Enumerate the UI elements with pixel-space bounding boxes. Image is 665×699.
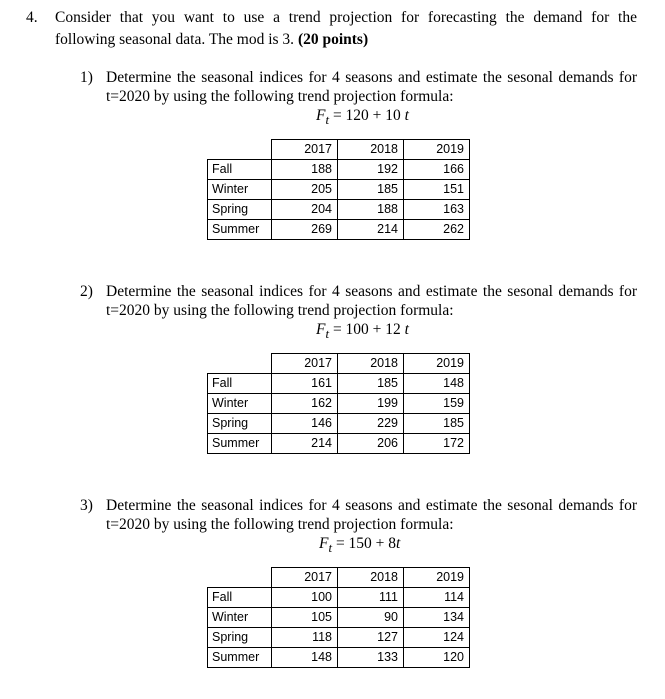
table-row xyxy=(208,160,470,180)
part2-formula-rhs: = 100 + 12 xyxy=(332,321,405,338)
part1-formula-lhs: F xyxy=(316,107,326,124)
year-header: 2019 xyxy=(404,140,470,160)
table-row xyxy=(208,180,470,200)
question-points: (20 points) xyxy=(297,31,369,48)
table-cell: 114 xyxy=(404,588,470,608)
table-cell: 262 xyxy=(404,220,470,240)
season-label: Spring xyxy=(208,628,272,648)
part2-formula-sub: t xyxy=(325,326,330,342)
part2-text-line1: Determine the seasonal indices for 4 seasons and estimate the sesonal demands for xyxy=(106,283,637,300)
table-cell: 100 xyxy=(272,588,338,608)
season-label: Summer xyxy=(208,220,272,240)
table-cell: 204 xyxy=(272,200,338,220)
table-cell: 148 xyxy=(272,648,338,668)
table-row xyxy=(208,374,470,394)
question-text-line2 xyxy=(55,31,368,49)
table-cell: 199 xyxy=(338,394,404,414)
part3-text-line1: Determine the seasonal indices for 4 seasons and estimate the sesonal demands for xyxy=(106,497,637,514)
table-cell: 146 xyxy=(272,414,338,434)
table-cell: 151 xyxy=(404,180,470,200)
part2-formula xyxy=(316,321,409,343)
year-header: 2019 xyxy=(404,568,470,588)
part2-text-line2: t=2020 by using the following trend projection formula: xyxy=(106,302,454,319)
table-header-row xyxy=(208,354,470,374)
year-header: 2017 xyxy=(272,568,338,588)
season-label: Winter xyxy=(208,394,272,414)
year-header: 2018 xyxy=(338,568,404,588)
table-row xyxy=(208,588,470,608)
table-header-row xyxy=(208,140,470,160)
table-cell: 162 xyxy=(272,394,338,414)
part2-formula-var: t xyxy=(404,321,409,338)
year-header: 2018 xyxy=(338,354,404,374)
season-label: Fall xyxy=(208,160,272,180)
table-cell: 192 xyxy=(338,160,404,180)
part3-formula-var: t xyxy=(396,535,401,552)
table-corner xyxy=(208,140,272,160)
table-corner xyxy=(208,568,272,588)
table-cell: 185 xyxy=(338,180,404,200)
table-cell: 185 xyxy=(338,374,404,394)
table-cell: 188 xyxy=(338,200,404,220)
part1-formula-rhs: = 120 + 10 xyxy=(332,107,405,124)
table-cell: 134 xyxy=(404,608,470,628)
table-cell: 172 xyxy=(404,434,470,454)
table-cell: 111 xyxy=(338,588,404,608)
table-row xyxy=(208,648,470,668)
table-cell: 188 xyxy=(272,160,338,180)
table-cell: 159 xyxy=(404,394,470,414)
table-row xyxy=(208,608,470,628)
table-cell: 148 xyxy=(404,374,470,394)
part3-text-line2: t=2020 by using the following trend projection formula: xyxy=(106,516,454,533)
part3-number: 3) xyxy=(80,497,93,514)
table-cell: 214 xyxy=(272,434,338,454)
season-label: Fall xyxy=(208,374,272,394)
table-cell: 229 xyxy=(338,414,404,434)
part1-table xyxy=(207,139,470,240)
part1-number: 1) xyxy=(80,69,93,86)
part3-formula-sub: t xyxy=(328,540,333,556)
year-header: 2018 xyxy=(338,140,404,160)
table-row xyxy=(208,628,470,648)
table-cell: 90 xyxy=(338,608,404,628)
question-text-line2-body: following seasonal data. The mod is 3. xyxy=(55,31,295,48)
table-cell: 133 xyxy=(338,648,404,668)
table-corner xyxy=(208,354,272,374)
table-cell: 214 xyxy=(338,220,404,240)
table-row xyxy=(208,434,470,454)
year-header: 2017 xyxy=(272,354,338,374)
table-row xyxy=(208,200,470,220)
table-cell: 206 xyxy=(338,434,404,454)
table-cell: 124 xyxy=(404,628,470,648)
part3-formula-rhs: = 150 + 8 xyxy=(335,535,397,552)
part3-formula-lhs: F xyxy=(319,535,329,552)
table-row xyxy=(208,394,470,414)
table-cell: 105 xyxy=(272,608,338,628)
season-label: Winter xyxy=(208,608,272,628)
part1-formula-var: t xyxy=(404,107,409,124)
part1-text-line2: t=2020 by using the following trend projection formula: xyxy=(106,88,454,105)
question-text-line1: Consider that you want to use a trend projection for forecasting the demand for the xyxy=(55,9,637,26)
table-cell: 161 xyxy=(272,374,338,394)
part1-formula-sub: t xyxy=(325,112,330,128)
question-number: 4. xyxy=(26,9,38,26)
season-label: Summer xyxy=(208,434,272,454)
table-cell: 120 xyxy=(404,648,470,668)
table-cell: 205 xyxy=(272,180,338,200)
table-header-row xyxy=(208,568,470,588)
part3-formula xyxy=(319,535,400,557)
table-cell: 163 xyxy=(404,200,470,220)
season-label: Winter xyxy=(208,180,272,200)
part2-table xyxy=(207,353,470,454)
season-label: Spring xyxy=(208,200,272,220)
part3-table xyxy=(207,567,470,668)
table-row xyxy=(208,220,470,240)
part1-formula xyxy=(316,107,409,129)
table-cell: 118 xyxy=(272,628,338,648)
table-cell: 269 xyxy=(272,220,338,240)
season-label: Summer xyxy=(208,648,272,668)
table-row xyxy=(208,414,470,434)
table-cell: 166 xyxy=(404,160,470,180)
part1-text-line1: Determine the seasonal indices for 4 seasons and estimate the sesonal demands for xyxy=(106,69,637,86)
table-cell: 185 xyxy=(404,414,470,434)
part2-number: 2) xyxy=(80,283,93,300)
year-header: 2019 xyxy=(404,354,470,374)
season-label: Spring xyxy=(208,414,272,434)
table-cell: 127 xyxy=(338,628,404,648)
part2-formula-lhs: F xyxy=(316,321,326,338)
season-label: Fall xyxy=(208,588,272,608)
year-header: 2017 xyxy=(272,140,338,160)
